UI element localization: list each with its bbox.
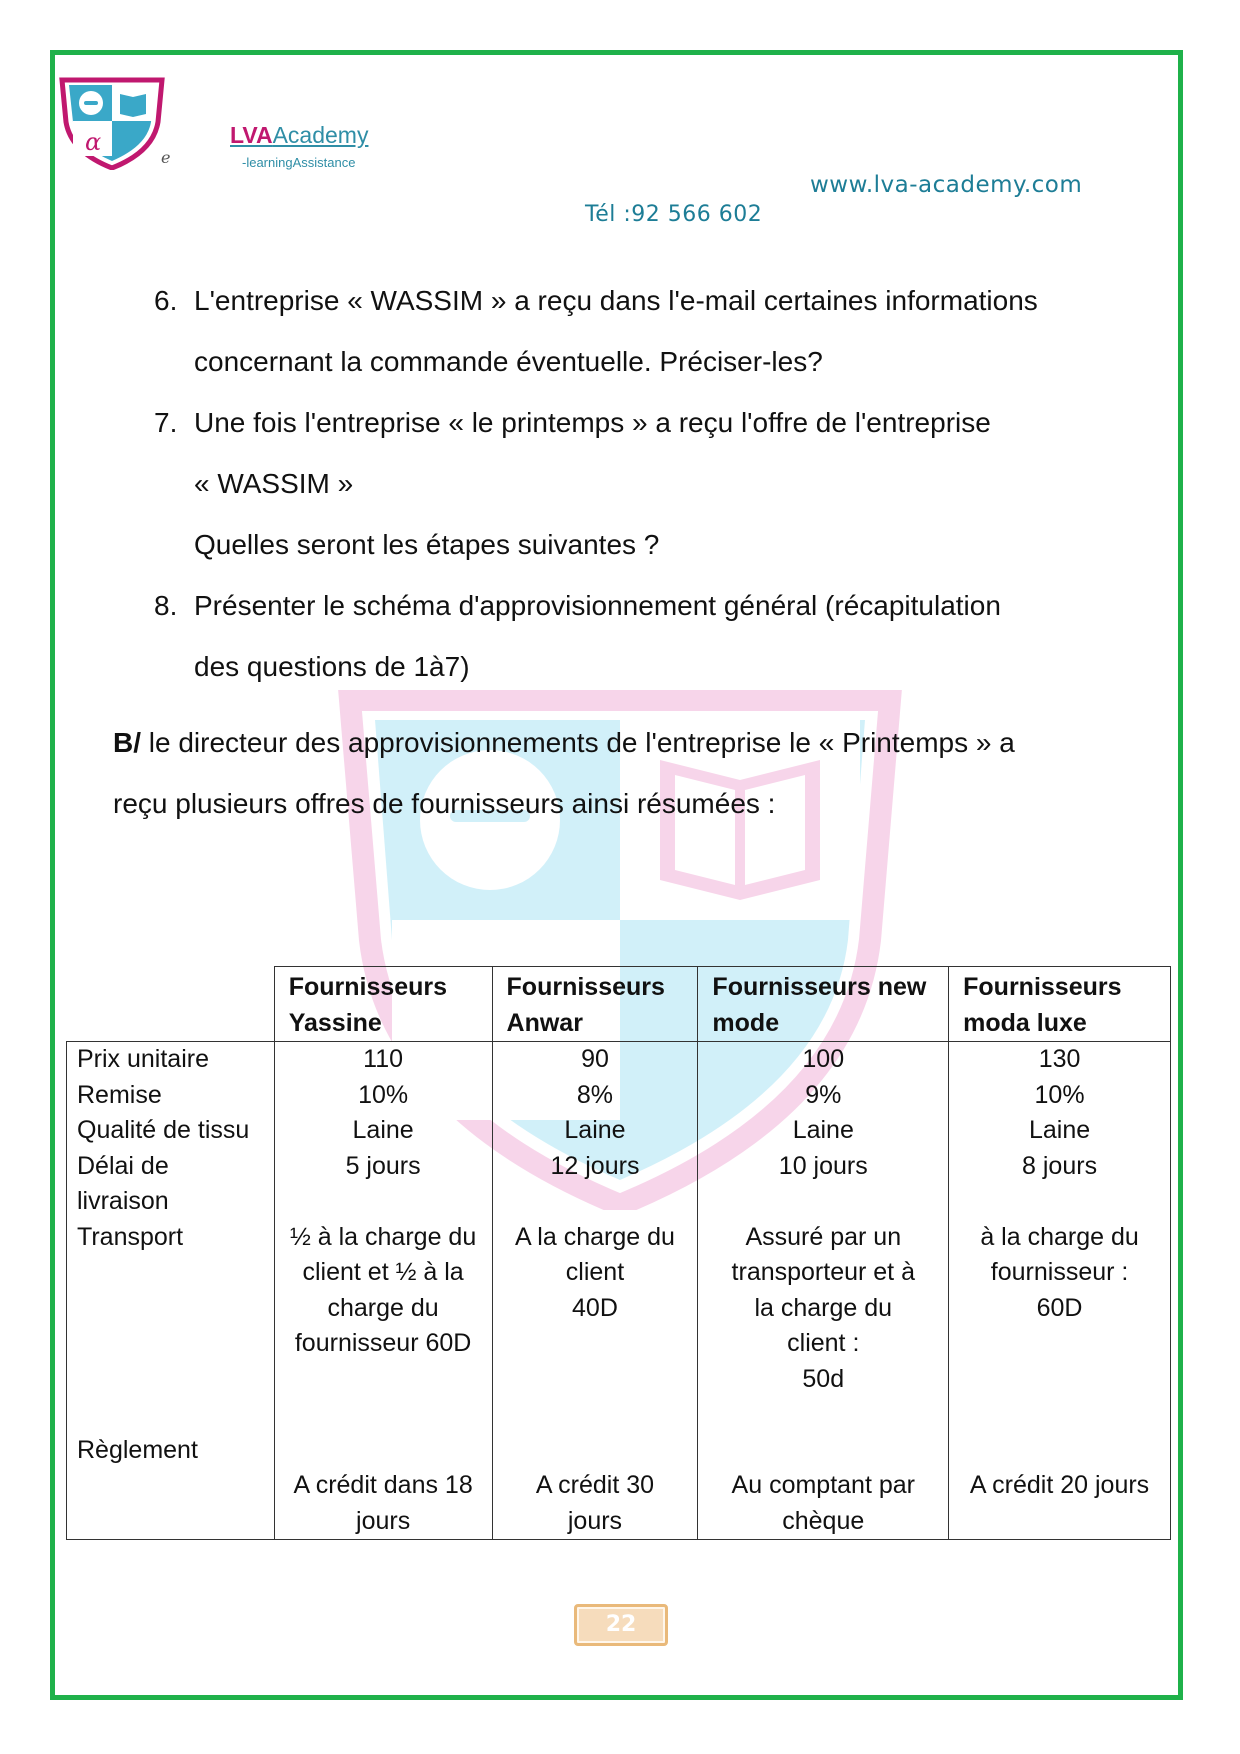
column-anwar bbox=[492, 1042, 698, 1540]
row-label: Règlement bbox=[77, 1435, 198, 1464]
value-delai: 8 jours bbox=[1022, 1151, 1098, 1180]
value-remise: 10% bbox=[1034, 1080, 1085, 1109]
phone-number: Tél :92 566 602 bbox=[585, 202, 763, 227]
section-b-line-1: le directeur des approvisionnements de l'entreprise le « Printemps » a bbox=[141, 727, 1015, 758]
question-number: 6. bbox=[154, 285, 178, 316]
value-prix: 130 bbox=[1038, 1045, 1081, 1073]
row-label: livraison bbox=[77, 1187, 169, 1215]
row-labels-cell bbox=[67, 1042, 275, 1540]
value-transport: fournisseur : bbox=[990, 1258, 1129, 1286]
row-label: Qualité de tissu bbox=[77, 1116, 250, 1144]
value-transport: la charge du bbox=[754, 1293, 893, 1322]
value-prix: 100 bbox=[802, 1045, 845, 1073]
value-qualite: Laine bbox=[1028, 1116, 1091, 1144]
question-7-line-2: « WASSIM » bbox=[194, 468, 354, 499]
logo-letter: e bbox=[161, 148, 171, 167]
question-line: L'entreprise « WASSIM » a reçu dans l'e-mail certaines informations bbox=[194, 285, 1038, 316]
question-7 bbox=[154, 406, 991, 440]
value-prix: 110 bbox=[363, 1045, 404, 1073]
value-reglement: A crédit dans 18 bbox=[293, 1471, 473, 1499]
header-yassine bbox=[274, 967, 492, 1042]
value-reglement: jours bbox=[356, 1506, 411, 1535]
row-label: Prix unitaire bbox=[77, 1045, 209, 1073]
value-prix: 90 bbox=[581, 1045, 609, 1073]
website-link[interactable]: www.lva-academy.com bbox=[810, 172, 1083, 198]
value-qualite: Laine bbox=[792, 1116, 854, 1144]
header-line: mode bbox=[712, 1008, 780, 1037]
question-7-line-3: Quelles seront les étapes suivantes ? bbox=[194, 529, 660, 560]
header-anwar bbox=[492, 967, 698, 1042]
value-transport: à la charge du bbox=[980, 1222, 1139, 1251]
header-new-mode bbox=[698, 967, 949, 1042]
value-qualite: Laine bbox=[352, 1116, 414, 1144]
brand-name bbox=[230, 122, 368, 148]
question-8-line-2: des questions de 1à7) bbox=[194, 651, 470, 682]
header-line: Fournisseurs bbox=[506, 973, 665, 1001]
value-reglement: jours bbox=[567, 1506, 623, 1535]
question-line: Présenter le schéma d'approvisionnement général (récapitulation bbox=[194, 590, 1001, 621]
column-new-mode bbox=[698, 1042, 949, 1540]
row-label: Remise bbox=[77, 1080, 162, 1109]
row-label: Délai de bbox=[77, 1151, 169, 1180]
section-b-intro bbox=[113, 726, 1015, 760]
value-transport: Assuré par un bbox=[745, 1222, 902, 1251]
question-6-line-2: concernant la commande éventuelle. Préciser-les? bbox=[194, 346, 823, 377]
column-yassine bbox=[274, 1042, 492, 1540]
value-reglement: Au comptant par bbox=[731, 1471, 915, 1499]
section-b-marker: B/ bbox=[113, 727, 141, 758]
question-number: 8. bbox=[154, 590, 178, 621]
header-line: Fournisseurs bbox=[288, 973, 448, 1001]
value-transport: transporteur et à bbox=[731, 1258, 915, 1286]
value-transport: client : bbox=[787, 1329, 860, 1357]
brand-tagline: -learningAssistance bbox=[242, 155, 356, 170]
academy-logo-icon bbox=[58, 76, 166, 170]
question-number: 7. bbox=[154, 407, 178, 438]
value-transport: A la charge du bbox=[515, 1222, 675, 1251]
header-moda-luxe bbox=[949, 967, 1171, 1042]
value-transport: 50d bbox=[802, 1364, 845, 1393]
question-line: Une fois l'entreprise « le printemps » a reçu l'offre de l'entreprise bbox=[194, 407, 991, 438]
value-qualite: Laine bbox=[564, 1116, 626, 1144]
value-remise: 9% bbox=[805, 1080, 842, 1109]
header-line: Fournisseurs bbox=[963, 973, 1122, 1001]
question-8 bbox=[154, 589, 1001, 623]
header-line: Anwar bbox=[506, 1008, 583, 1037]
value-transport: charge du bbox=[327, 1293, 439, 1322]
svg-text:α: α bbox=[85, 128, 102, 156]
value-reglement: A crédit 20 jours bbox=[969, 1471, 1150, 1499]
value-transport: 60D bbox=[1036, 1293, 1083, 1322]
header-line: moda luxe bbox=[963, 1008, 1087, 1037]
value-transport: ½ à la charge du bbox=[289, 1222, 477, 1251]
question-6 bbox=[154, 284, 1038, 318]
column-moda-luxe bbox=[949, 1042, 1171, 1540]
value-remise: 8% bbox=[576, 1080, 614, 1109]
brand-lva: LVA bbox=[230, 122, 273, 148]
value-delai: 5 jours bbox=[345, 1151, 421, 1180]
value-remise: 10% bbox=[358, 1080, 409, 1109]
value-delai: 10 jours bbox=[778, 1151, 868, 1180]
value-transport: 40D bbox=[572, 1293, 618, 1322]
value-reglement: A crédit 30 bbox=[535, 1471, 655, 1499]
section-b-line-2: reçu plusieurs offres de fournisseurs ainsi résumées : bbox=[113, 788, 776, 819]
header-line: Fournisseurs new bbox=[712, 973, 927, 1001]
value-delai: 12 jours bbox=[550, 1151, 640, 1180]
value-transport: client et ½ à la bbox=[302, 1258, 464, 1286]
page-number: 22 bbox=[574, 1604, 668, 1646]
value-reglement: chèque bbox=[782, 1506, 865, 1535]
table-header-row bbox=[67, 967, 1171, 1042]
table-row bbox=[67, 1042, 1171, 1540]
value-transport: fournisseur 60D bbox=[294, 1329, 472, 1357]
brand-academy: Academy bbox=[272, 122, 369, 148]
header-line: Yassine bbox=[288, 1008, 382, 1037]
supplier-offers-table bbox=[66, 966, 1171, 1540]
row-label: Transport bbox=[77, 1222, 184, 1251]
value-transport: client bbox=[565, 1258, 625, 1286]
table-corner-cell bbox=[67, 967, 275, 1042]
